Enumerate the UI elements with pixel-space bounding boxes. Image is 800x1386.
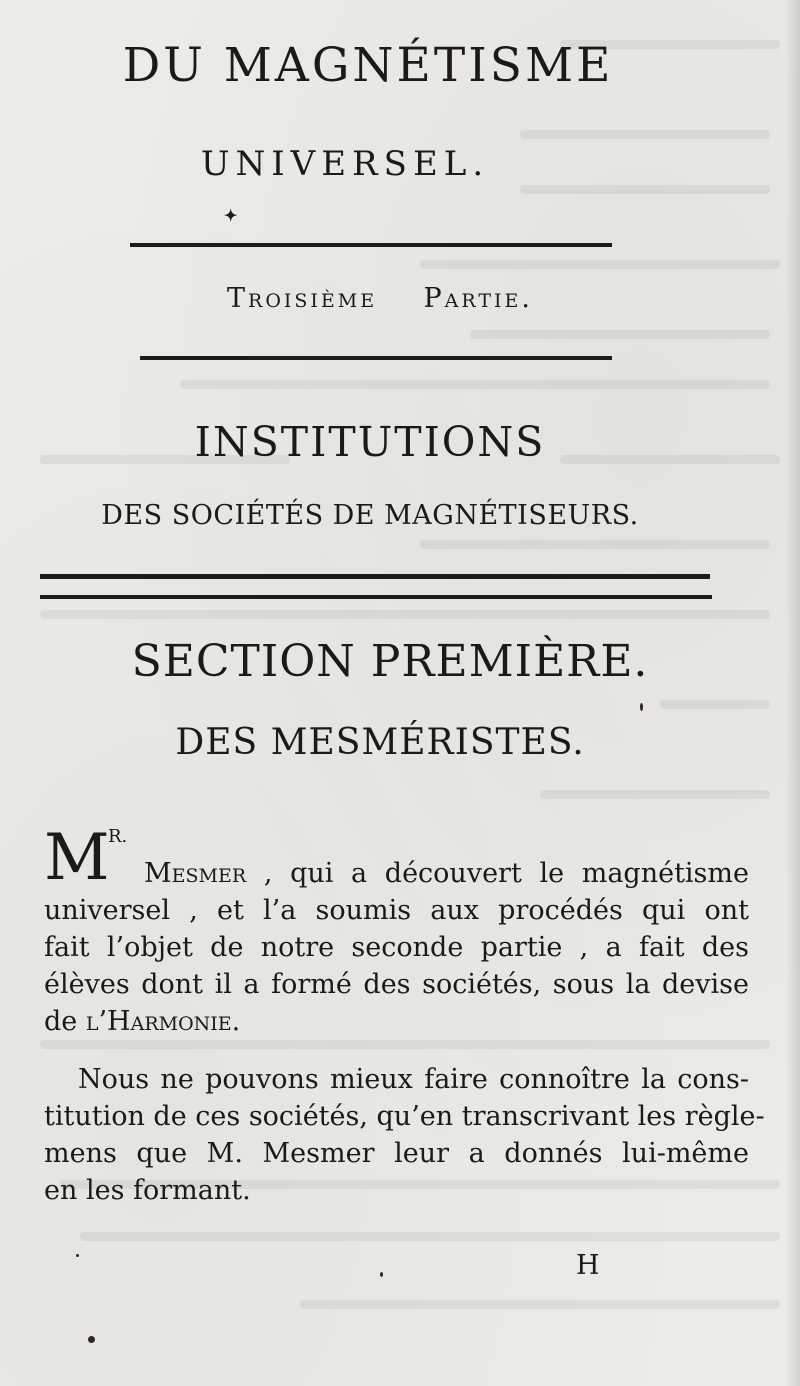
- page-edge-shadow: [786, 0, 800, 1386]
- paragraph-1-line-5: de l’Harmonie.: [44, 1006, 241, 1037]
- paragraph-2-line-2: titution de ces sociétés, qu’en transcrivant les règle-: [44, 1101, 765, 1132]
- drop-cap-superscript: R.: [108, 826, 128, 847]
- printer-mark-icon: ✦: [224, 206, 238, 225]
- rule-2: [140, 356, 612, 360]
- title-line-1: DU MAGNÉTISME: [122, 38, 614, 93]
- signature-mark: H: [576, 1250, 600, 1281]
- title-line-2: UNIVERSEL.: [200, 144, 490, 184]
- paragraph-1-line-3: fait l’objet de notre seconde partie , a fait des: [44, 932, 749, 963]
- part-word: Partie.: [423, 283, 533, 314]
- rule-1: [130, 243, 612, 247]
- paragraph-1-line-2: universel , et l’a soumis aux procédés qui ont: [44, 895, 749, 926]
- paragraph-2-line-1: Nous ne pouvons mieux faire connoître la cons-: [78, 1064, 749, 1095]
- double-rule-bottom: [40, 595, 712, 599]
- drop-cap: M: [44, 821, 110, 895]
- section-subtitle: DES MESMÉRISTES.: [175, 722, 585, 763]
- paragraph-2-line-4: en les formant.: [44, 1175, 251, 1206]
- paragraph-1-line-1: Mesmer , qui a découvert le magnétisme: [144, 858, 749, 889]
- double-rule-top: [40, 574, 710, 579]
- paragraph-1-line-4: élèves dont il a formé des sociétés, sous la devise: [44, 969, 749, 1000]
- devise-harmonie: l’Harmonie: [85, 1006, 232, 1037]
- part-prefix: Troisième: [227, 283, 378, 314]
- institutions-subtitle: DES SOCIÉTÉS DE MAGNÉTISEURS.: [101, 500, 639, 531]
- institutions-title: INSTITUTIONS: [194, 418, 546, 466]
- section-title: SECTION PREMIÈRE.: [131, 636, 649, 687]
- name-mesmer: Mesmer: [144, 858, 247, 889]
- paragraph-2-line-3: mens que M. Mesmer leur a donnés lui-même: [44, 1138, 749, 1169]
- part-heading: [0, 283, 760, 314]
